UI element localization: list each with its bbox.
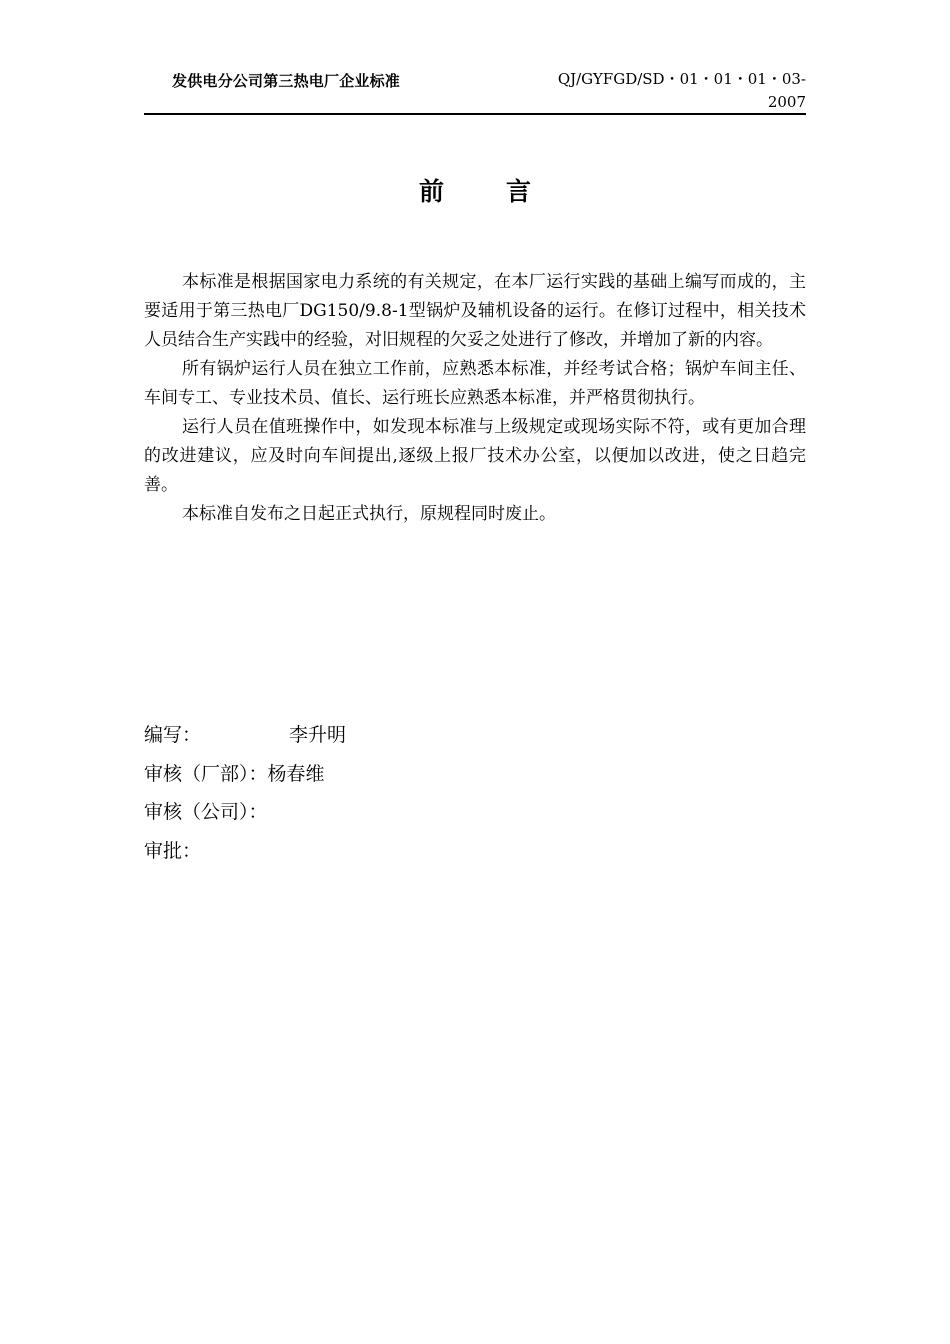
doc-code-line-2: 2007 xyxy=(767,93,806,111)
paragraph-3: 运行人员在值班操作中，如发现本标准与上级规定或现场实际不符，或有更加合理的改进建议，应及时向车间提出,逐级上报厂技术办公室，以便加以改进，使之日趋完善。 xyxy=(144,417,806,495)
header-doc-code xyxy=(506,68,806,114)
approve-label: 审批： xyxy=(144,839,202,862)
writer-label: 编写： xyxy=(144,724,202,746)
review-plant-label: 审核（厂部）： xyxy=(144,762,268,785)
signature-block xyxy=(144,716,544,870)
writer-name: 李升明 xyxy=(289,724,347,746)
review-company-row xyxy=(144,793,544,832)
paragraph-1: 本标准是根据国家电力系统的有关规定，在本厂运行实践的基础上编写而成的，主要适用于第三热电厂DG150/9.8-1型锅炉及辅机设备的运行。在修订过程中，相关技术人员结合生产实践中的经验，对旧规程的欠妥之处进行了修改，并增加了新的内容。 xyxy=(144,272,806,350)
preface-body xyxy=(144,268,806,529)
header-org-standard: 发供电分公司第三热电厂企业标准 xyxy=(172,72,401,90)
approve-row xyxy=(144,832,544,871)
doc-code-line-1: QJ/GYFGD/SD・01・01・01・03- xyxy=(557,70,806,88)
review-plant-row xyxy=(144,755,544,794)
review-plant-name: 杨春维 xyxy=(267,762,325,785)
paragraph-4: 本标准自发布之日起正式执行，原规程同时废止。 xyxy=(182,504,556,524)
writer-row xyxy=(144,716,544,755)
review-company-label: 审核（公司）： xyxy=(144,801,268,823)
page-title: 前言 xyxy=(418,177,593,206)
header-divider xyxy=(144,113,806,115)
paragraph-2: 所有锅炉运行人员在独立工作前，应熟悉本标准，并经考试合格；锅炉车间主任、车间专工、专业技术员、值长、运行班长应熟悉本标准，并严格贯彻执行。 xyxy=(144,359,806,408)
